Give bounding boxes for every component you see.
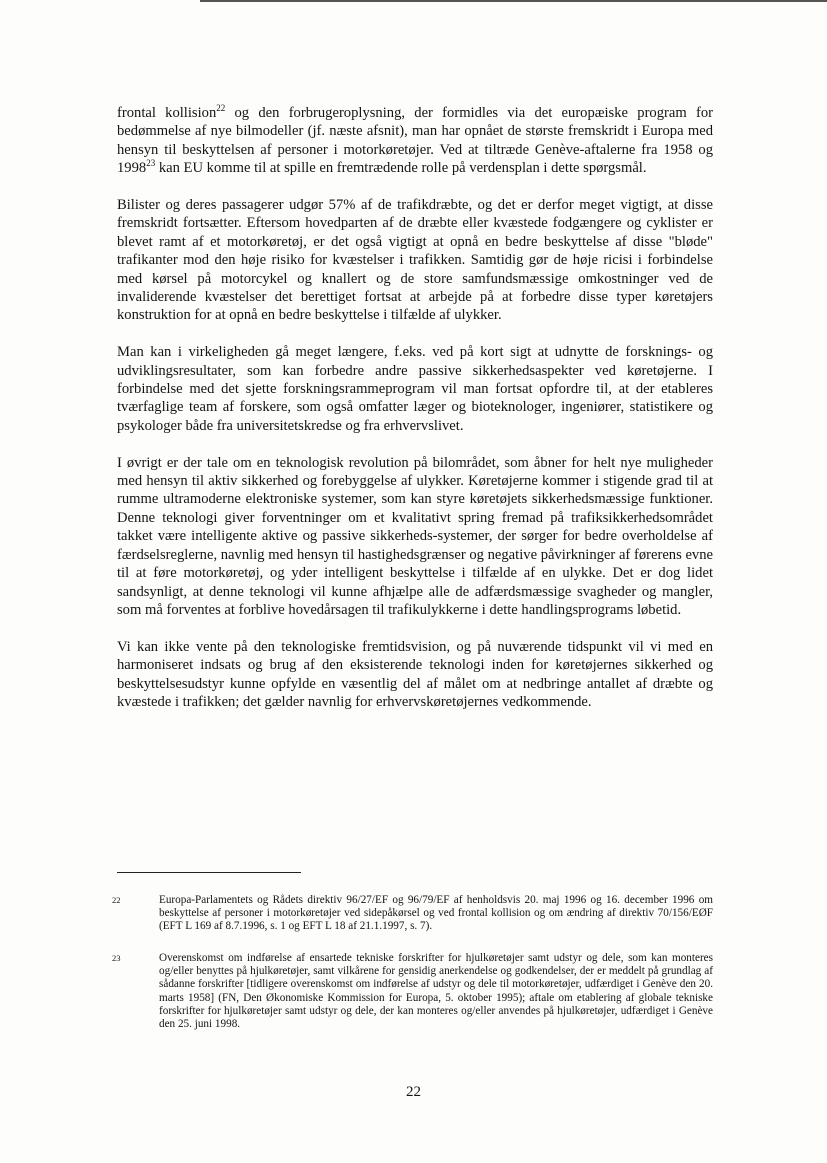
paragraph-1-text-b: og den forbrugeroplysning, der formidles via det europæiske program for bedømmelse af nye bilmodeller (jf. næste afsnit), man har opnået de største fremskridt i Europa med hensyn til beskyttelsen af personer i motorkøretøjer. Ved at tiltræde Genève-aftalerne fra 1958 og 1998 (117, 105, 713, 177)
footnote-number: 22 (112, 895, 121, 905)
paragraph-1-text-a: frontal kollision (117, 105, 217, 121)
scan-top-edge (200, 0, 827, 2)
paragraph-3: Man kan i virkeligheden gå meget længere, f.eks. ved på kort sigt at udnytte de forsknings- og udviklingsresultater, som kan forbedre andre passive sikkerhedsaspekter ved køretøjerne. I forbindelse med det sjette forskningsrammeprogram vil man fortsat opfordre til, at der etableres tværfaglige team af forskere, som også omfatter læger og bioteknologer, ingeniører, statistikere og psykologer både fra universitetskredse og fra erhvervslivet. (117, 344, 713, 434)
paragraph-4: I øvrigt er der tale om en teknologisk revolution på bilområdet, som åbner for helt nye muligheder med hensyn til aktiv sikkerhed og forebyggelse af ulykker. Køretøjerne kommer i stigende grad til at rumme ultramoderne elektroniske systemer, som kan styre køretøjets sikkerhedsmæssige funktioner. Denne teknologi giver forventninger om et kvalitativt spring fremad på trafiksikkerhedsområdet takket være intelligente aktive og passive sikkerheds-systemer, der sørger for bedre overholdelse af færdselsreglerne, navnlig med hensyn til hastighedsgrænser og negative påvirkninger af førerens evne til at føre motorkøretøj, og yder intelligent beskyttelse i tilfælde af en ulykke. Det er dog lidet sandsynligt, at denne teknologi vil kunne afhjælpe alle de adfærdsmæssige svagheder og mangler, som må forventes at forblive hovedårsagen til trafikulykkerne i dette handlingsprograms løbetid. (117, 454, 713, 618)
paragraph-5: Vi kan ikke vente på den teknologiske fremtidsvision, og på nuværende tidspunkt vil vi med en harmoniseret indsats og brug af den eksisterende teknologi inden for køretøjernes sikkerhed og beskyttelsesudstyr kunne opfylde en væsentlig del af målet om at nedbringe antallet af dræbte og kvæstede i trafikken; det gælder navnlig for erhvervskøretøjernes vedkommende. (117, 638, 713, 710)
footnote-text: Europa-Parlamentets og Rådets direktiv 96/27/EF og 96/79/EF af henholdsvis 20. maj 1996 og 16. december 1996 om beskyttelse af personer i motorkøretøjer ved sidepåkørsel og ved frontal kollision og om ændring af direktiv 70/156/EØF (EFT L 169 af 8.7.1996, s. 1 og EFT L 18 af 21.1.1997, s. 7). (159, 894, 713, 933)
footnote-separator (117, 872, 301, 873)
footnote-23 (112, 952, 713, 1031)
footnote-number: 23 (112, 953, 121, 963)
paragraph-1-text-c: kan EU komme til at spille en fremtrædende rolle på verdensplan i dette spørgsmål. (155, 160, 647, 177)
paragraph-1 (117, 104, 713, 178)
page-number: 22 (406, 1084, 421, 1100)
footnote-22 (112, 894, 713, 934)
body-text (117, 104, 713, 730)
footnote-ref-22[interactable]: 22 (216, 103, 226, 114)
footnote-ref-23[interactable]: 23 (146, 158, 156, 169)
footnote-text: Overenskomst om indførelse af ensartede tekniske forskrifter for hjulkøretøjer samt udstyr og dele, som kan monteres og/eller benyttes på hjulkøretøjer, samt vilkårene for gensidig anerkendelse og godkendelser, der er meddelt på grundlag af sådanne forskrifter [tidligere overenskomst om indførelse af udstyr og dele til motorkøretøjer, udfærdiget i Genève den 20. marts 1958] (FN, Den Økonomiske Kommission for Europa, 5. oktober 1995); aftale om etablering af globale tekniske forskrifter for hjulkøretøjer samt udstyr og dele, der kan monteres og/eller anvendes på hjulkøretøjer, udfærdiget i Genève den 25. juni 1998. (159, 952, 713, 1031)
paragraph-2: Bilister og deres passagerer udgør 57% af de trafikdræbte, og det er derfor meget vigtigt, at disse fremskridt fortsætter. Eftersom hovedparten af de dræbte eller kvæstede fodgængere og cyklister er blevet ramt af et motorkøretøj, er det også vigtigt at opnå en bedre beskyttelse af disse "bløde" trafikanter mod den høje risiko for kvæstelser i trafikken. Samtidig gør de høje ricisi i forbindelse med kørsel på motorcykel og knallert og de store samfundsmæssige omkostninger ved de invaliderende kvæstelser det berettiget fortsat at arbejde på at forbedre disse typer køretøjers konstruktion for at opnå en bedre beskyttelse i tilfælde af ulykker. (117, 197, 713, 324)
